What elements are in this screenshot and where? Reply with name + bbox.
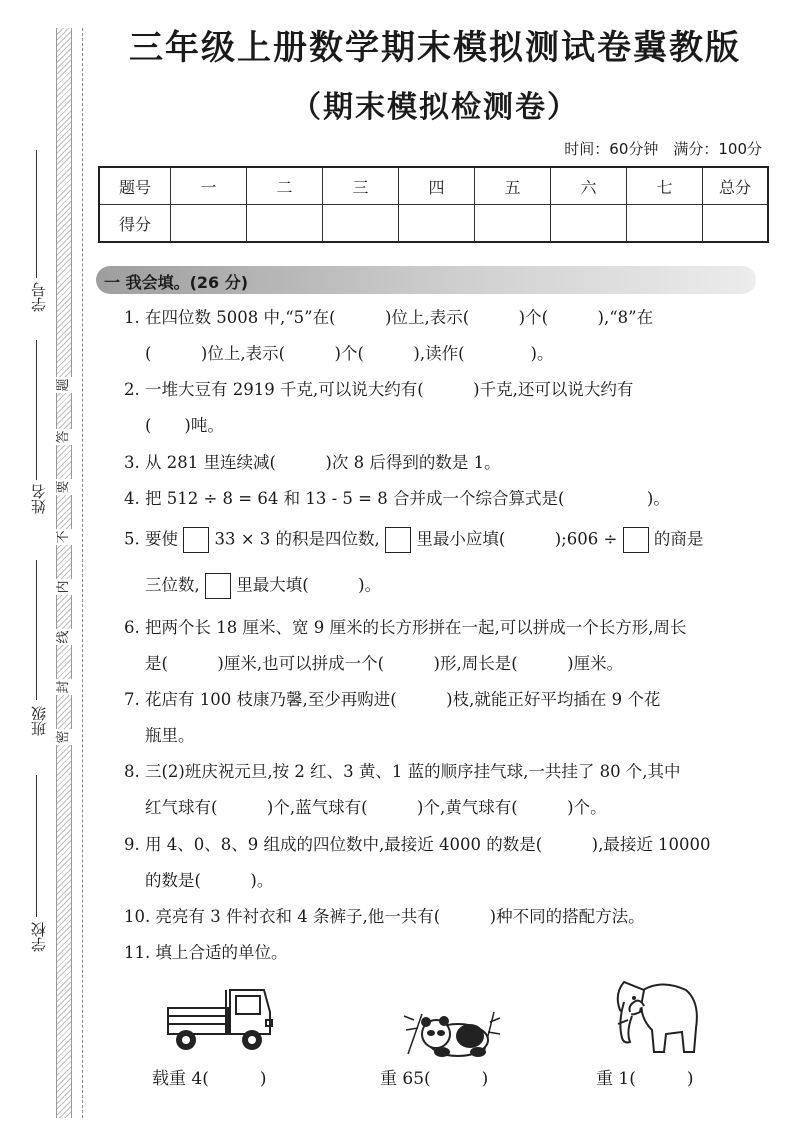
name-line xyxy=(36,340,37,480)
table-cell: 七 xyxy=(627,167,703,205)
truck-unit-question: 载重 4( ) xyxy=(152,1069,267,1089)
score-input-cell[interactable] xyxy=(399,205,475,243)
section-title: 一 我会填。(26 分) xyxy=(104,273,249,292)
student-id-label: 学号 xyxy=(30,282,48,312)
question-8-line-1: 8. 三(2)班庆祝元旦,按 2 红、3 黄、1 蓝的顺序挂气球,一共挂了 80 个,其中 xyxy=(124,762,681,781)
table-cell: 得分 xyxy=(99,205,171,243)
seal-char: 答 xyxy=(56,430,71,444)
question-1-line-2: ( )位上,表示( )个( ),读作( )。 xyxy=(145,344,554,363)
binding-margin-hatch xyxy=(56,28,72,1118)
class-label: 班级 xyxy=(30,706,48,736)
table-row xyxy=(99,205,768,243)
table-cell: 六 xyxy=(551,167,627,205)
question-7-line-1: 7. 花店有 100 枝康乃馨,至少再购进( )枝,就能正好平均插在 9 个花 xyxy=(124,690,661,709)
question-3: 3. 从 281 里连续减( )次 8 后得到的数是 1。 xyxy=(124,453,501,472)
table-cell: 一 xyxy=(171,167,247,205)
question-5-part: 5. 要使 xyxy=(124,529,178,549)
table-cell: 二 xyxy=(247,167,323,205)
name-label: 姓名 xyxy=(30,484,48,514)
question-5-part: 里最大填( )。 xyxy=(236,575,382,595)
question-6-line-1: 6. 把两个长 18 厘米、宽 9 厘米的长方形拼在一起,可以拼成一个长方形,周长 xyxy=(124,618,687,637)
school-label: 学校 xyxy=(30,922,48,952)
question-7-line-2: 瓶里。 xyxy=(145,726,195,745)
question-5-part: 里最小应填( );606 ÷ xyxy=(416,529,618,549)
binding-margin-line xyxy=(82,28,83,1118)
school-line xyxy=(36,775,37,917)
seal-char: 封 xyxy=(56,680,71,694)
class-line xyxy=(36,560,37,700)
score-input-cell[interactable] xyxy=(475,205,551,243)
question-5-part: 的商是 xyxy=(653,529,704,549)
question-11: 11. 填上合适的单位。 xyxy=(124,943,288,962)
score-input-cell[interactable] xyxy=(703,205,769,243)
table-cell: 三 xyxy=(323,167,399,205)
question-2-line-2: ( )吨。 xyxy=(145,416,224,435)
question-2-line-1: 2. 一堆大豆有 2919 千克,可以说大约有( )千克,还可以说大约有 xyxy=(124,380,634,399)
truck-image xyxy=(160,982,284,1054)
answer-box[interactable] xyxy=(183,527,209,553)
seal-char: 不 xyxy=(56,530,71,544)
elephant-unit-question: 重 1( ) xyxy=(596,1069,694,1089)
question-1-line-1: 1. 在四位数 5008 中,“5”在( )位上,表示( )个( ),“8”在 xyxy=(124,308,654,327)
score-input-cell[interactable] xyxy=(171,205,247,243)
table-cell: 五 xyxy=(475,167,551,205)
question-9-line-2: 的数是( )。 xyxy=(145,871,274,890)
question-5-part: 33 × 3 的积是四位数, xyxy=(214,529,380,549)
question-5-line-2 xyxy=(145,573,381,599)
answer-box[interactable] xyxy=(385,527,411,553)
table-cell: 总分 xyxy=(703,167,769,205)
seal-char: 密 xyxy=(56,730,71,744)
page-subtitle: （期末模拟检测卷） xyxy=(291,90,579,125)
table-cell: 题号 xyxy=(99,167,171,205)
score-table xyxy=(98,166,769,243)
question-10: 10. 亮亮有 3 件衬衣和 4 条裤子,他一共有( )种不同的搭配方法。 xyxy=(124,907,645,926)
score-input-cell[interactable] xyxy=(323,205,399,243)
score-input-cell[interactable] xyxy=(627,205,703,243)
time-score-info: 时间：60分钟 满分：100分 xyxy=(564,140,762,158)
question-6-line-2: 是( )厘米,也可以拼成一个( )形,周长是( )厘米。 xyxy=(145,654,624,673)
score-input-cell[interactable] xyxy=(247,205,323,243)
table-cell: 四 xyxy=(399,167,475,205)
score-input-cell[interactable] xyxy=(551,205,627,243)
panda-unit-question: 重 65( ) xyxy=(380,1069,489,1089)
question-8-line-2: 红气球有( )个,蓝气球有( )个,黄气球有( )个。 xyxy=(145,798,607,817)
panda-image xyxy=(398,1000,504,1060)
question-4: 4. 把 512 ÷ 8 = 64 和 13 - 5 = 8 合并成一个综合算式是( )。 xyxy=(124,489,670,508)
question-9-line-1: 9. 用 4、0、8、9 组成的四位数中,最接近 4000 的数是( ),最接近 10000 xyxy=(124,835,711,854)
seal-char: 要 xyxy=(56,480,71,494)
page-title: 三年级上册数学期末模拟测试卷冀教版 xyxy=(129,28,741,68)
elephant-image xyxy=(610,972,702,1056)
student-id-line xyxy=(36,150,37,278)
answer-box[interactable] xyxy=(205,573,231,599)
question-5-part: 三位数, xyxy=(145,575,200,595)
question-5-line-1 xyxy=(124,527,703,553)
seal-char: 内 xyxy=(56,580,71,594)
table-row xyxy=(99,167,768,205)
answer-box[interactable] xyxy=(623,527,649,553)
seal-char: 线 xyxy=(56,630,71,644)
seal-char: 题 xyxy=(56,378,71,392)
